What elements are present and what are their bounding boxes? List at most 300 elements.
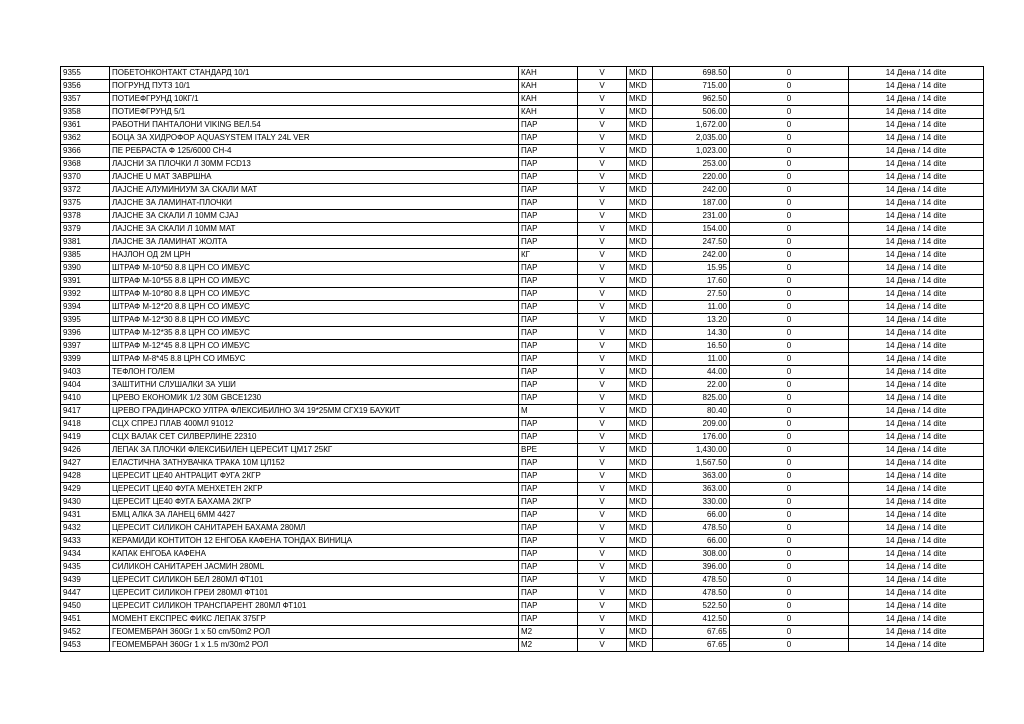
delivery-cell: 14 Дена / 14 dite [849,132,984,145]
item-code-cell: 9395 [61,314,110,327]
item-code-cell: 9379 [61,223,110,236]
table-row [61,431,984,444]
currency-cell: MKD [627,314,653,327]
price-cell: 231.00 [653,210,730,223]
item-name-cell: ГЕОМЕМБРАН 360Gr 1 x 1.5 m/30m2 РОЛ [110,639,519,652]
table-row [61,106,984,119]
flag-cell: V [578,587,627,600]
item-name-cell: СИЛИКОН САНИТАРЕН ЈАСМИН 280ML [110,561,519,574]
currency-cell: MKD [627,392,653,405]
quantity-cell: 0 [730,405,849,418]
item-code-cell: 9397 [61,340,110,353]
currency-cell: MKD [627,613,653,626]
flag-cell: V [578,158,627,171]
item-name-cell: ЛАЈСНЕ U МАТ ЗАВРШНА [110,171,519,184]
item-code-cell: 9358 [61,106,110,119]
flag-cell: V [578,379,627,392]
delivery-cell: 14 Дена / 14 dite [849,353,984,366]
delivery-cell: 14 Дена / 14 dite [849,288,984,301]
flag-cell: V [578,626,627,639]
item-code-cell: 9378 [61,210,110,223]
item-name-cell: ЛЕПАК ЗА ПЛОЧКИ ФЛЕКСИБИЛЕН ЦЕРЕСИТ ЦМ17 25КГ [110,444,519,457]
price-cell: 1,672.00 [653,119,730,132]
quantity-cell: 0 [730,119,849,132]
item-name-cell: ПОТИЕФГРУНД 5/1 [110,106,519,119]
unit-cell: ПАР [519,587,578,600]
unit-cell: ПАР [519,353,578,366]
unit-cell: М2 [519,626,578,639]
delivery-cell: 14 Дена / 14 dite [849,392,984,405]
delivery-cell: 14 Дена / 14 dite [849,158,984,171]
flag-cell: V [578,444,627,457]
flag-cell: V [578,197,627,210]
item-name-cell: ЛАЈСНЕ ЗА ЛАМИНАТ ЖОЛТА [110,236,519,249]
item-code-cell: 9355 [61,67,110,80]
currency-cell: MKD [627,353,653,366]
flag-cell: V [578,145,627,158]
item-code-cell: 9391 [61,275,110,288]
delivery-cell: 14 Дена / 14 dite [849,600,984,613]
currency-cell: MKD [627,340,653,353]
unit-cell: ПАР [519,197,578,210]
item-name-cell: БМЦ АЛКА ЗА ЛАНЕЦ 6ММ 4427 [110,509,519,522]
quantity-cell: 0 [730,353,849,366]
item-name-cell: ЕЛАСТИЧНА ЗАТНУВАЧКА ТРАКА 10М ЦЛ152 [110,457,519,470]
unit-cell: ПАР [519,223,578,236]
quantity-cell: 0 [730,106,849,119]
price-cell: 242.00 [653,184,730,197]
price-cell: 715.00 [653,80,730,93]
table-row [61,249,984,262]
table-row [61,93,984,106]
currency-cell: MKD [627,210,653,223]
item-name-cell: ЗАШТИТНИ СЛУШАЛКИ ЗА УШИ [110,379,519,392]
item-code-cell: 9453 [61,639,110,652]
item-code-cell: 9368 [61,158,110,171]
currency-cell: MKD [627,145,653,158]
price-cell: 67.65 [653,639,730,652]
quantity-cell: 0 [730,418,849,431]
flag-cell: V [578,275,627,288]
delivery-cell: 14 Дена / 14 dite [849,197,984,210]
item-code-cell: 9357 [61,93,110,106]
quantity-cell: 0 [730,340,849,353]
item-code-cell: 9366 [61,145,110,158]
price-cell: 13.20 [653,314,730,327]
item-name-cell: ЛАЈСНИ ЗА ПЛОЧКИ Л 30ММ FCD13 [110,158,519,171]
unit-cell: КАН [519,80,578,93]
unit-cell: ПАР [519,496,578,509]
unit-cell: ПАР [519,600,578,613]
flag-cell: V [578,561,627,574]
price-cell: 1,567.50 [653,457,730,470]
quantity-cell: 0 [730,249,849,262]
flag-cell: V [578,184,627,197]
delivery-cell: 14 Дена / 14 dite [849,80,984,93]
quantity-cell: 0 [730,197,849,210]
item-code-cell: 9429 [61,483,110,496]
item-name-cell: ШТРАФ М-10*50 8.8 ЦРН СО ИМБУС [110,262,519,275]
item-name-cell: ШТРАФ М-12*35 8.8 ЦРН СО ИМБУС [110,327,519,340]
unit-cell: ПАР [519,327,578,340]
item-code-cell: 9430 [61,496,110,509]
unit-cell: ПАР [519,119,578,132]
table-row [61,574,984,587]
quantity-cell: 0 [730,301,849,314]
price-cell: 412.50 [653,613,730,626]
flag-cell: V [578,574,627,587]
table-row [61,379,984,392]
unit-cell: КГ [519,249,578,262]
item-name-cell: НАЈЛОН ОД 2М ЦРН [110,249,519,262]
quantity-cell: 0 [730,223,849,236]
flag-cell: V [578,171,627,184]
item-name-cell: КАПАК ЕНГОБА КАФЕНА [110,548,519,561]
unit-cell: КАН [519,93,578,106]
quantity-cell: 0 [730,600,849,613]
delivery-cell: 14 Дена / 14 dite [849,522,984,535]
delivery-cell: 14 Дена / 14 dite [849,314,984,327]
delivery-cell: 14 Дена / 14 dite [849,93,984,106]
price-cell: 15.95 [653,262,730,275]
delivery-cell: 14 Дена / 14 dite [849,379,984,392]
flag-cell: V [578,132,627,145]
item-code-cell: 9435 [61,561,110,574]
delivery-cell: 14 Дена / 14 dite [849,106,984,119]
item-name-cell: ПОБЕТОНКОНТАКТ СТАНДАРД 10/1 [110,67,519,80]
item-name-cell: ГЕОМЕМБРАН 360Gr 1 x 50 cm/50m2 РОЛ [110,626,519,639]
currency-cell: MKD [627,470,653,483]
price-cell: 187.00 [653,197,730,210]
quantity-cell: 0 [730,210,849,223]
unit-cell: ПАР [519,431,578,444]
quantity-cell: 0 [730,171,849,184]
price-cell: 209.00 [653,418,730,431]
flag-cell: V [578,353,627,366]
currency-cell: MKD [627,405,653,418]
quantity-cell: 0 [730,535,849,548]
currency-cell: MKD [627,639,653,652]
delivery-cell: 14 Дена / 14 dite [849,275,984,288]
price-cell: 22.00 [653,379,730,392]
item-code-cell: 9452 [61,626,110,639]
currency-cell: MKD [627,431,653,444]
item-code-cell: 9431 [61,509,110,522]
item-name-cell: ПОГРУНД ПУТЗ 10/1 [110,80,519,93]
price-cell: 11.00 [653,301,730,314]
table-row [61,483,984,496]
delivery-cell: 14 Дена / 14 dite [849,223,984,236]
delivery-cell: 14 Дена / 14 dite [849,613,984,626]
item-name-cell: ПЕ РЕБРАСТА Ф 125/6000 СН-4 [110,145,519,158]
table-row [61,457,984,470]
quantity-cell: 0 [730,93,849,106]
price-cell: 478.50 [653,522,730,535]
item-name-cell: ЦЕРЕСИТ СИЛИКОН ГРЕИ 280МЛ ФТ101 [110,587,519,600]
item-code-cell: 9418 [61,418,110,431]
table-row [61,366,984,379]
price-cell: 27.50 [653,288,730,301]
price-cell: 247.50 [653,236,730,249]
delivery-cell: 14 Дена / 14 dite [849,470,984,483]
delivery-cell: 14 Дена / 14 dite [849,184,984,197]
currency-cell: MKD [627,80,653,93]
table-row [61,522,984,535]
unit-cell: ПАР [519,509,578,522]
unit-cell: ПАР [519,236,578,249]
flag-cell: V [578,470,627,483]
currency-cell: MKD [627,496,653,509]
currency-cell: MKD [627,444,653,457]
table-row [61,314,984,327]
quantity-cell: 0 [730,236,849,249]
item-code-cell: 9390 [61,262,110,275]
flag-cell: V [578,119,627,132]
unit-cell: КАН [519,67,578,80]
table-row [61,587,984,600]
table-row [61,171,984,184]
delivery-cell: 14 Дена / 14 dite [849,405,984,418]
currency-cell: MKD [627,483,653,496]
unit-cell: ПАР [519,314,578,327]
item-name-cell: ЛАЈСНЕ ЗА СКАЛИ Л 10ММ CJAJ [110,210,519,223]
flag-cell: V [578,340,627,353]
flag-cell: V [578,405,627,418]
flag-cell: V [578,613,627,626]
item-code-cell: 9370 [61,171,110,184]
delivery-cell: 14 Дена / 14 dite [849,301,984,314]
quantity-cell: 0 [730,548,849,561]
quantity-cell: 0 [730,184,849,197]
flag-cell: V [578,236,627,249]
item-code-cell: 9450 [61,600,110,613]
delivery-cell: 14 Дена / 14 dite [849,535,984,548]
table-row [61,626,984,639]
unit-cell: ПАР [519,262,578,275]
table-row [61,301,984,314]
item-code-cell: 9432 [61,522,110,535]
quantity-cell: 0 [730,145,849,158]
table-row [61,353,984,366]
flag-cell: V [578,262,627,275]
quantity-cell: 0 [730,262,849,275]
item-name-cell: ШТРАФ М-12*30 8.8 ЦРН СО ИМБУС [110,314,519,327]
currency-cell: MKD [627,418,653,431]
unit-cell: ПАР [519,184,578,197]
unit-cell: ПАР [519,574,578,587]
item-code-cell: 9426 [61,444,110,457]
quantity-cell: 0 [730,379,849,392]
delivery-cell: 14 Дена / 14 dite [849,509,984,522]
unit-cell: ПАР [519,483,578,496]
item-name-cell: ЦРЕВО ГРАДИНАРСКО УЛТРА ФЛЕКСИБИЛНО 3/4 19*25ММ СГХ19 БАУКИТ [110,405,519,418]
price-cell: 962.50 [653,93,730,106]
currency-cell: MKD [627,366,653,379]
quantity-cell: 0 [730,366,849,379]
price-cell: 242.00 [653,249,730,262]
currency-cell: MKD [627,535,653,548]
unit-cell: М2 [519,639,578,652]
price-cell: 363.00 [653,483,730,496]
price-cell: 17.60 [653,275,730,288]
delivery-cell: 14 Дена / 14 dite [849,171,984,184]
quantity-cell: 0 [730,626,849,639]
item-code-cell: 9375 [61,197,110,210]
currency-cell: MKD [627,262,653,275]
currency-cell: MKD [627,548,653,561]
table-row [61,600,984,613]
flag-cell: V [578,639,627,652]
price-cell: 506.00 [653,106,730,119]
unit-cell: ПАР [519,457,578,470]
item-name-cell: ШТРАФ М-10*55 8.8 ЦРН СО ИМБУС [110,275,519,288]
quantity-cell: 0 [730,132,849,145]
quantity-cell: 0 [730,457,849,470]
currency-cell: MKD [627,236,653,249]
item-name-cell: ЛАЈСНЕ ЗА ЛАМИНАТ-ПЛОЧКИ [110,197,519,210]
item-code-cell: 9356 [61,80,110,93]
price-cell: 363.00 [653,470,730,483]
item-name-cell: СЦХ СПРЕЈ ПЛАВ 400МЛ 91012 [110,418,519,431]
item-name-cell: ШТРАФ М-8*45 8.8 ЦРН СО ИМБУС [110,353,519,366]
table-row [61,470,984,483]
unit-cell: ПАР [519,171,578,184]
currency-cell: MKD [627,561,653,574]
price-cell: 825.00 [653,392,730,405]
item-name-cell: ЛАЈСНЕ ЗА СКАЛИ Л 10ММ МАТ [110,223,519,236]
table-row [61,145,984,158]
currency-cell: MKD [627,67,653,80]
currency-cell: MKD [627,158,653,171]
quantity-cell: 0 [730,80,849,93]
quantity-cell: 0 [730,496,849,509]
unit-cell: ПАР [519,470,578,483]
flag-cell: V [578,392,627,405]
item-name-cell: КЕРАМИДИ КОНТИТОН 12 ЕНГОБА КАФЕНА ТОНДАХ ВИНИЦА [110,535,519,548]
unit-cell: ПАР [519,288,578,301]
quantity-cell: 0 [730,574,849,587]
price-cell: 698.50 [653,67,730,80]
table-row [61,197,984,210]
quantity-cell: 0 [730,483,849,496]
item-name-cell: ШТРАФ М-12*45 8.8 ЦРН СО ИМБУС [110,340,519,353]
item-name-cell: ТЕФЛОН ГОЛЕМ [110,366,519,379]
item-code-cell: 9385 [61,249,110,262]
unit-cell: ПАР [519,132,578,145]
item-name-cell: ЦЕРЕСИТ СИЛИКОН САНИТАРЕН БАХАМА 280МЛ [110,522,519,535]
unit-cell: М [519,405,578,418]
flag-cell: V [578,249,627,262]
item-code-cell: 9399 [61,353,110,366]
item-name-cell: ЦЕРЕСИТ ЦЕ40 ФУГА МЕНХЕТЕН 2КГР [110,483,519,496]
unit-cell: ПАР [519,366,578,379]
currency-cell: MKD [627,600,653,613]
item-name-cell: ПОТИЕФГРУНД 10КГ/1 [110,93,519,106]
delivery-cell: 14 Дена / 14 dite [849,119,984,132]
unit-cell: КАН [519,106,578,119]
table-row [61,340,984,353]
currency-cell: MKD [627,132,653,145]
currency-cell: MKD [627,301,653,314]
flag-cell: V [578,210,627,223]
price-cell: 253.00 [653,158,730,171]
item-code-cell: 9410 [61,392,110,405]
table-body [61,67,984,652]
item-code-cell: 9362 [61,132,110,145]
item-code-cell: 9372 [61,184,110,197]
item-code-cell: 9419 [61,431,110,444]
currency-cell: MKD [627,171,653,184]
flag-cell: V [578,496,627,509]
table-row [61,548,984,561]
unit-cell: ПАР [519,340,578,353]
item-name-cell: ЦЕРЕСИТ ЦЕ40 АНТРАЦИТ ФУГА 2КГР [110,470,519,483]
delivery-cell: 14 Дена / 14 dite [849,366,984,379]
table-row [61,613,984,626]
table-row [61,535,984,548]
unit-cell: ПАР [519,522,578,535]
item-code-cell: 9434 [61,548,110,561]
currency-cell: MKD [627,288,653,301]
table-row [61,496,984,509]
delivery-cell: 14 Дена / 14 dite [849,210,984,223]
quantity-cell: 0 [730,67,849,80]
price-cell: 1,023.00 [653,145,730,158]
item-code-cell: 9428 [61,470,110,483]
delivery-cell: 14 Дена / 14 dite [849,444,984,457]
item-code-cell: 9447 [61,587,110,600]
unit-cell: ПАР [519,392,578,405]
flag-cell: V [578,223,627,236]
currency-cell: MKD [627,93,653,106]
flag-cell: V [578,431,627,444]
item-name-cell: ЛАЈСНЕ АЛУМИНИУМ ЗА СКАЛИ МАТ [110,184,519,197]
quantity-cell: 0 [730,314,849,327]
item-name-cell: ШТРАФ М-12*20 8.8 ЦРН СО ИМБУС [110,301,519,314]
table-row [61,405,984,418]
item-name-cell: БОЦА ЗА ХИДРОФОР AQUASYSTEM ITALY 24L VER [110,132,519,145]
unit-cell: ПАР [519,548,578,561]
quantity-cell: 0 [730,509,849,522]
item-code-cell: 9427 [61,457,110,470]
table-row [61,210,984,223]
price-cell: 66.00 [653,509,730,522]
quantity-cell: 0 [730,470,849,483]
currency-cell: MKD [627,223,653,236]
table-row [61,275,984,288]
item-code-cell: 9394 [61,301,110,314]
table-row [61,67,984,80]
price-cell: 1,430.00 [653,444,730,457]
unit-cell: ПАР [519,379,578,392]
price-cell: 67.65 [653,626,730,639]
item-code-cell: 9451 [61,613,110,626]
table-row [61,392,984,405]
price-cell: 154.00 [653,223,730,236]
item-code-cell: 9396 [61,327,110,340]
item-code-cell: 9403 [61,366,110,379]
table-row [61,236,984,249]
item-code-cell: 9381 [61,236,110,249]
item-name-cell: ЦЕРЕСИТ СИЛИКОН БЕЛ 280МЛ ФТ101 [110,574,519,587]
table-row [61,561,984,574]
price-cell: 330.00 [653,496,730,509]
table-row [61,418,984,431]
price-list-table [60,66,984,652]
unit-cell: ВРЕ [519,444,578,457]
table-row [61,132,984,145]
delivery-cell: 14 Дена / 14 dite [849,626,984,639]
